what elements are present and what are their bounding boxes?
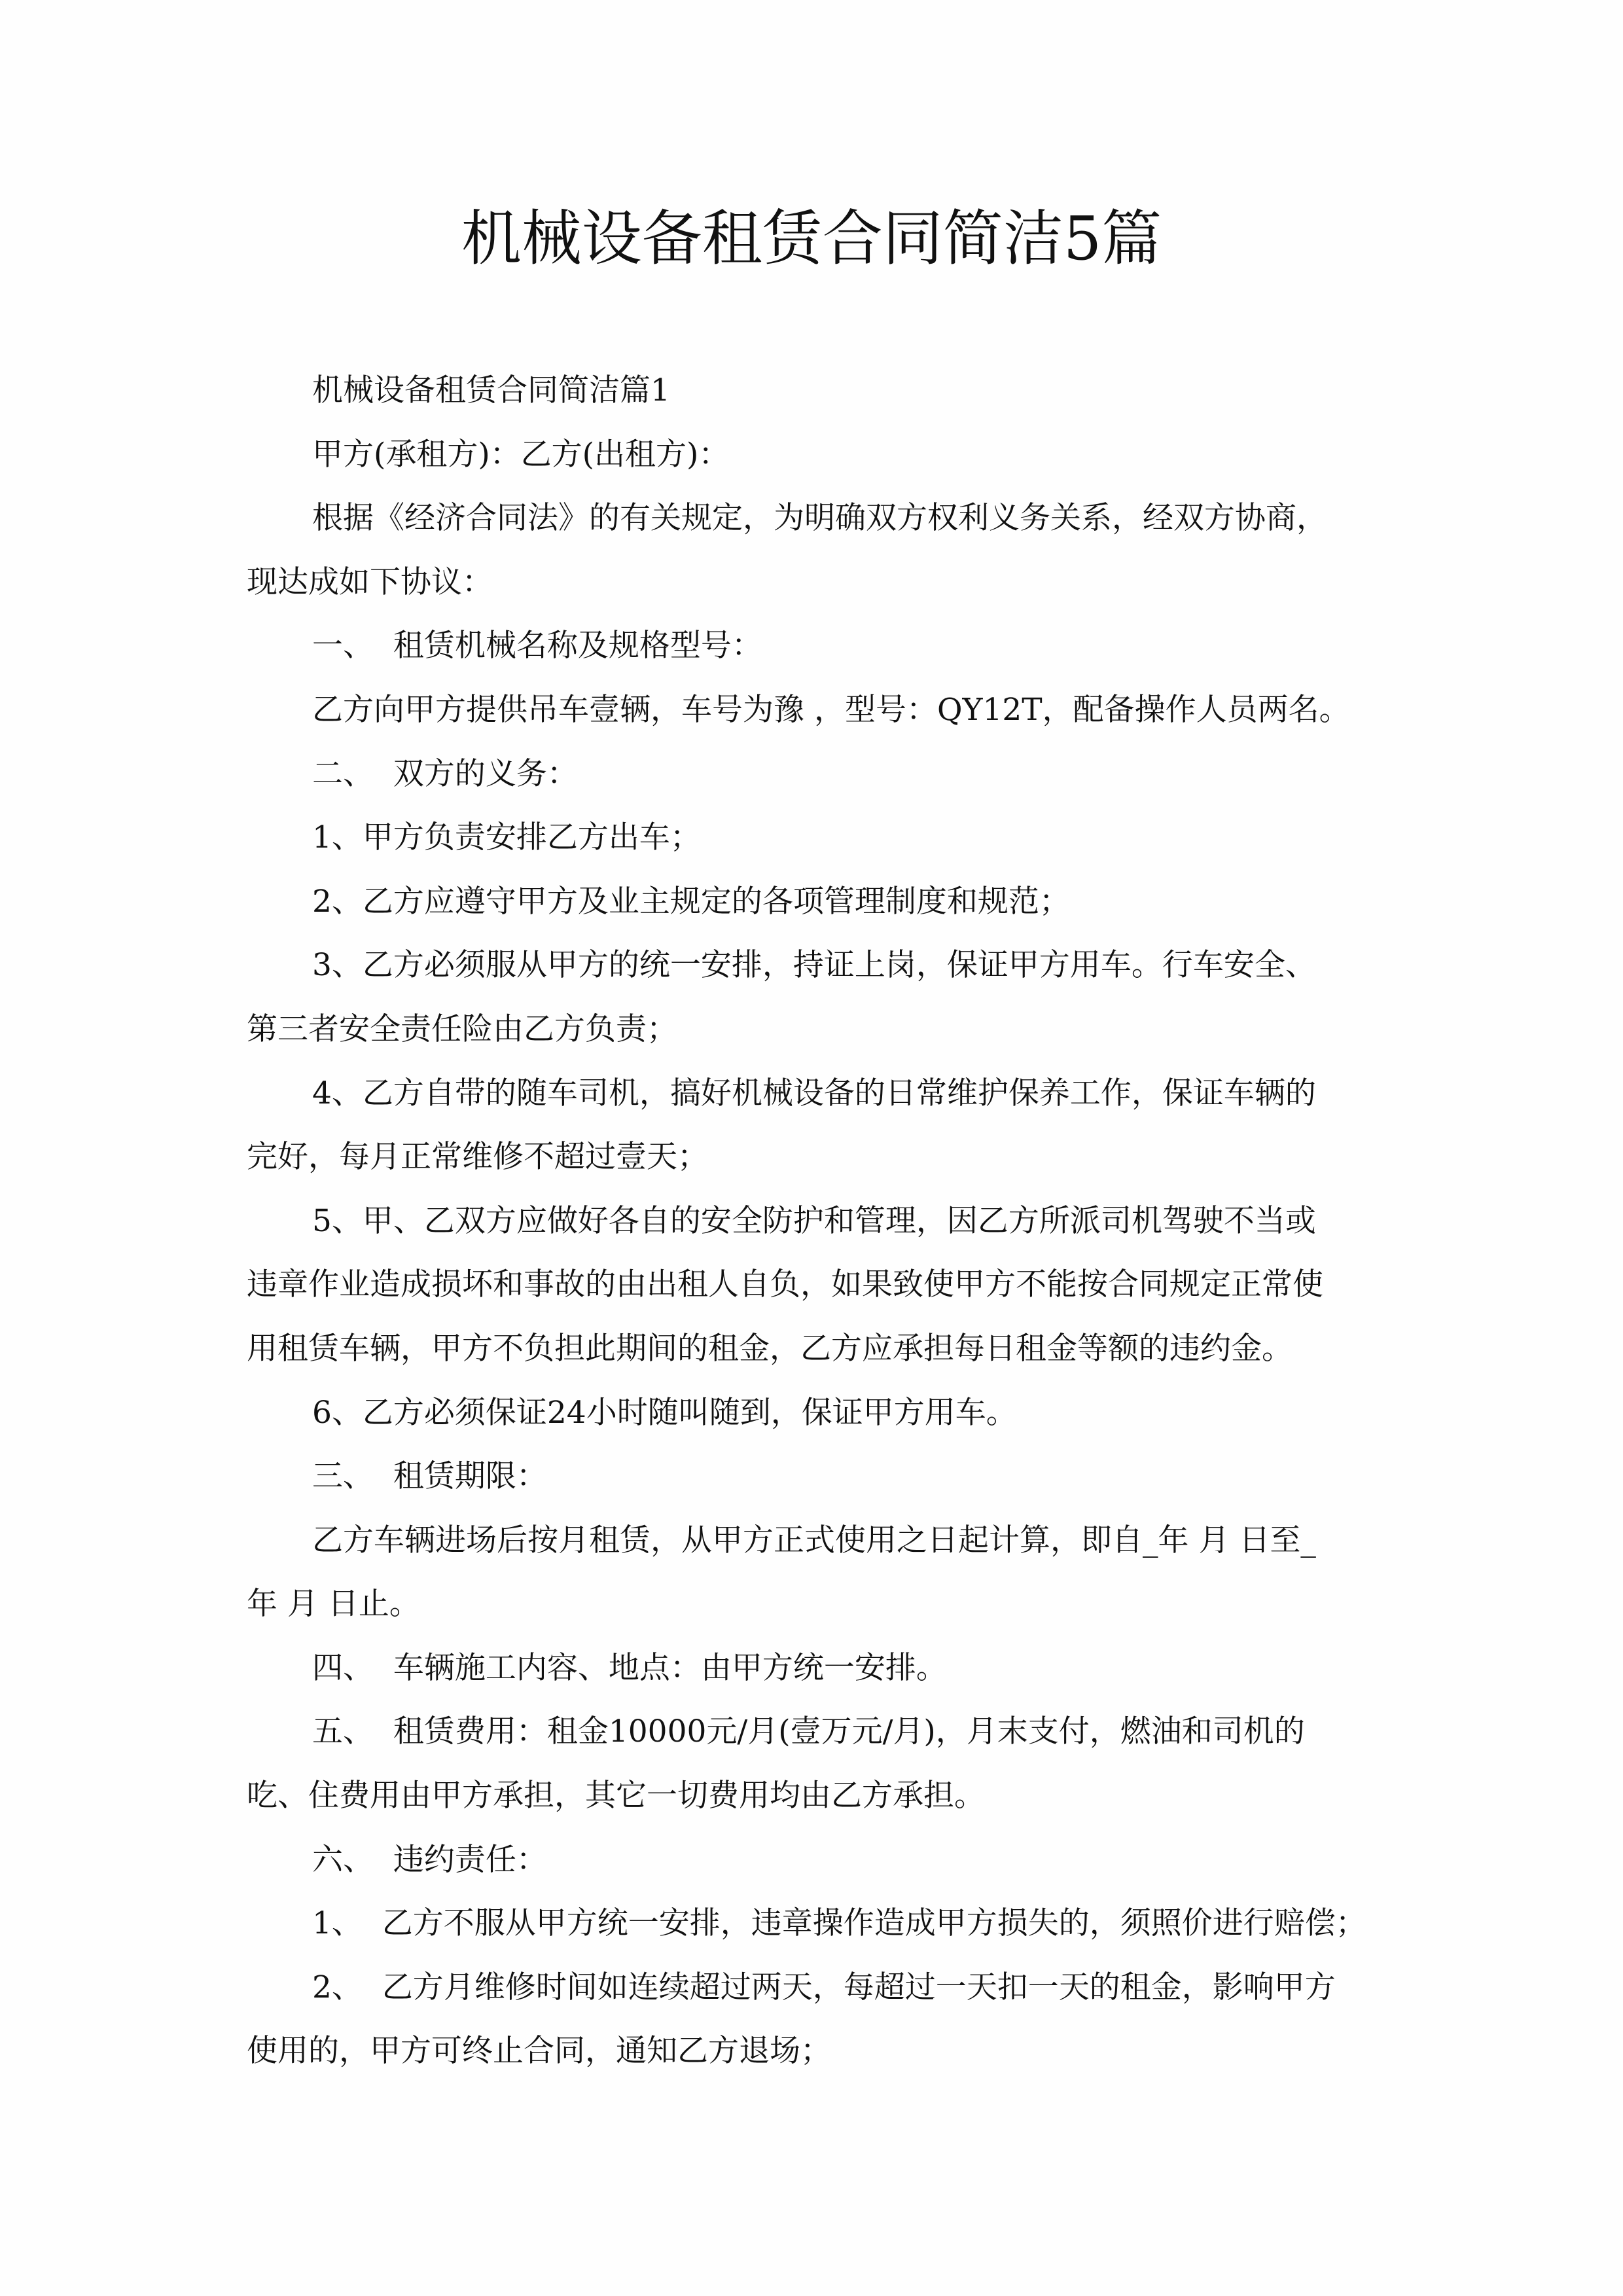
clause-heading: 一、 租赁机械名称及规格型号： (312, 628, 762, 664)
paragraph-line: 乙方车辆进场后按月租赁，从甲方正式使用之日起计算，即自_年 月 日至_ (312, 1522, 1316, 1558)
clause-heading: 六、 违约责任： (312, 1841, 547, 1878)
parties-line: 甲方(承租方)：乙方(出租方)： (312, 436, 730, 473)
paragraph-line: 现达成如下协议： (247, 564, 493, 600)
clause-heading: 三、 租赁期限： (312, 1458, 547, 1495)
list-item-continuation: 违章作业造成损坏和事故的由出租人自负，如果致使甲方不能按合同规定正常使 (247, 1266, 1323, 1303)
paragraph-line: 年 月 日止。 (247, 1586, 420, 1623)
list-item: 3、乙方必须服从甲方的统一安排，持证上岗，保证甲方用车。行车安全、 (312, 947, 1316, 984)
document-title: 机械设备租赁合同简洁5篇 (461, 204, 1162, 274)
list-item: 2、 乙方月维修时间如连续超过两天，每超过一天扣一天的租金，影响甲方 (312, 1969, 1336, 2005)
list-item: 2、乙方应遵守甲方及业主规定的各项管理制度和规范； (312, 883, 1070, 920)
paragraph-line: 乙方向甲方提供吊车壹辆，车号为豫 ，型号：QY12T，配备操作人员两名。 (312, 691, 1350, 728)
list-item-continuation: 用租赁车辆，甲方不负担此期间的租金，乙方应承担每日租金等额的违约金。 (247, 1330, 1293, 1367)
list-item: 4、乙方自带的随车司机，搞好机械设备的日常维护保养工作，保证车辆的 (312, 1075, 1316, 1111)
list-item: 6、乙方必须保证24小时随叫随到，保证甲方用车。 (312, 1394, 1017, 1431)
list-item: 1、 乙方不服从甲方统一安排，违章操作造成甲方损失的，须照价进行赔偿； (312, 1905, 1366, 1942)
list-item-continuation: 第三者安全责任险由乙方负责； (247, 1011, 677, 1047)
list-item: 1、甲方负责安排乙方出车； (312, 819, 701, 856)
clause-heading: 四、 车辆施工内容、地点：由甲方统一安排。 (312, 1649, 947, 1686)
document-body (247, 359, 1399, 2083)
clause-heading: 五、 租赁费用：租金10000元/月(壹万元/月)，月末支付，燃油和司机的 (312, 1713, 1305, 1750)
clause-heading: 二、 双方的义务： (312, 755, 578, 792)
paragraph-line: 根据《经济合同法》的有关规定，为明确双方权利义务关系，经双方协商， (312, 500, 1327, 537)
list-item: 5、甲、乙双方应做好各自的安全防护和管理，因乙方所派司机驾驶不当或 (312, 1202, 1316, 1239)
list-item-continuation: 完好，每月正常维修不超过壹天； (247, 1139, 708, 1175)
section-heading: 机械设备租赁合同简洁篇1 (312, 372, 670, 408)
list-item-continuation: 使用的，甲方可终止合同，通知乙方退场； (247, 2033, 831, 2070)
paragraph-line: 吃、住费用由甲方承担，其它一切费用均由乙方承担。 (247, 1778, 985, 1814)
